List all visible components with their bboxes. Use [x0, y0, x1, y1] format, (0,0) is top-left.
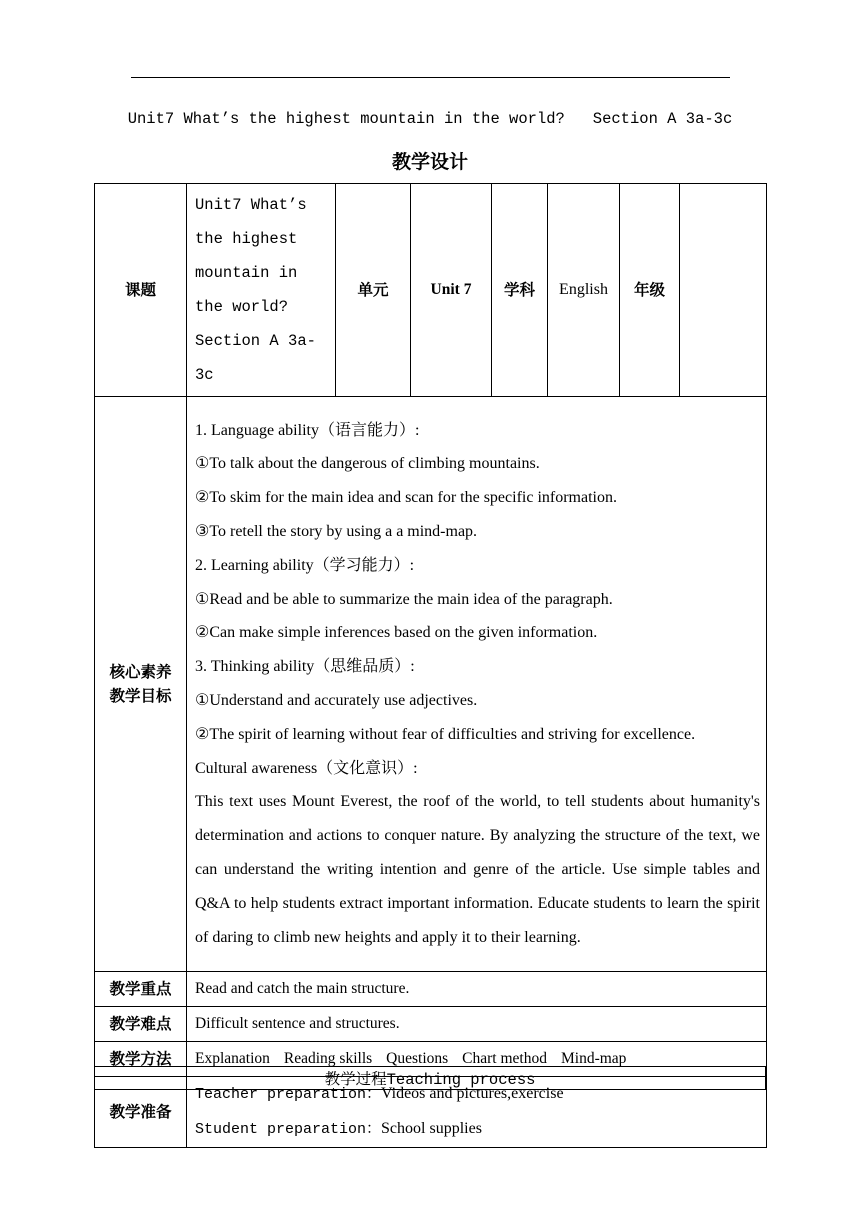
methods-label: 教学方法 [95, 1042, 187, 1077]
preparation-label: 教学准备 [95, 1077, 187, 1148]
objective-line: ③To retell the story by using a a mind-map. [195, 523, 478, 541]
grade-value [680, 184, 767, 397]
topic-value: Unit7 What’s the highest mountain in the world? Section A 3a-3c [187, 184, 336, 397]
subject-label: 学科 [492, 184, 548, 397]
method-item: Questions [386, 1050, 449, 1067]
document-subtitle: 教学设计 [391, 151, 468, 173]
objectives-row [95, 397, 767, 972]
objective-line: ①Read and be able to summarize the main idea of the paragraph. [195, 590, 613, 608]
objective-line: Cultural awareness（文化意识）: [195, 759, 418, 777]
objective-line: 2. Learning ability（学习能力）: [195, 556, 415, 574]
objective-line: ②The spirit of learning without fear of difficulties and striving for excellence. [195, 725, 696, 743]
objectives-list [195, 414, 760, 786]
teacher-preparation: Teacher preparation：Videos and pictures,exercise [195, 1085, 564, 1103]
method-item: Reading skills [283, 1050, 373, 1067]
unit-label: 单元 [336, 184, 411, 397]
difficulties-value: Difficult sentence and structures. [187, 1007, 767, 1042]
method-item: Mind-map [560, 1050, 627, 1067]
teaching-process-table [94, 1066, 766, 1090]
cultural-paragraph: This text uses Mount Everest, the roof of the world, to tell students about humanity's determination and actions to conquer nature. By analyzing the structure of the text, we can understand the writing intention and genre of the article. Use simple tables and Q&A to help students extract important information. Educate students to learn the spirit of daring to climb new heights and apply it to their learning. [195, 793, 760, 946]
key-points-value: Read and catch the main structure. [187, 972, 767, 1007]
objective-line: ①Understand and accurately use adjectives. [195, 692, 478, 709]
objective-line: 3. Thinking ability（思维品质）: [195, 658, 415, 676]
difficulties-row [95, 1007, 767, 1042]
unit-value: Unit 7 [411, 184, 492, 397]
method-item: Explanation [195, 1050, 270, 1067]
document-title: Unit7 What’s the highest mountain in the world? Section A 3a-3c [127, 110, 733, 128]
objective-line: ①To talk about the dangerous of climbing mountains. [195, 455, 540, 473]
objective-line: 1. Language ability（语言能力）: [195, 421, 420, 439]
info-row [95, 184, 767, 397]
teaching-process-header: 教学过程Teaching process [95, 1067, 766, 1090]
student-preparation: Student preparation：School supplies [195, 1120, 482, 1138]
objective-line: ②To skim for the main idea and scan for the specific information. [195, 489, 617, 507]
topic-label: 课题 [95, 184, 187, 397]
objectives-label: 核心素养教学目标 [95, 397, 187, 972]
lesson-plan-table [94, 183, 767, 1148]
objective-line: ②Can make simple inferences based on the given information. [195, 624, 598, 642]
difficulties-label: 教学难点 [95, 1007, 187, 1042]
method-item: Chart method [462, 1050, 547, 1067]
key-points-row [95, 972, 767, 1007]
header-rule [131, 77, 730, 78]
subject-value: English [548, 184, 620, 397]
objectives-content [187, 397, 767, 972]
key-points-label: 教学重点 [95, 972, 187, 1007]
grade-label: 年级 [620, 184, 680, 397]
